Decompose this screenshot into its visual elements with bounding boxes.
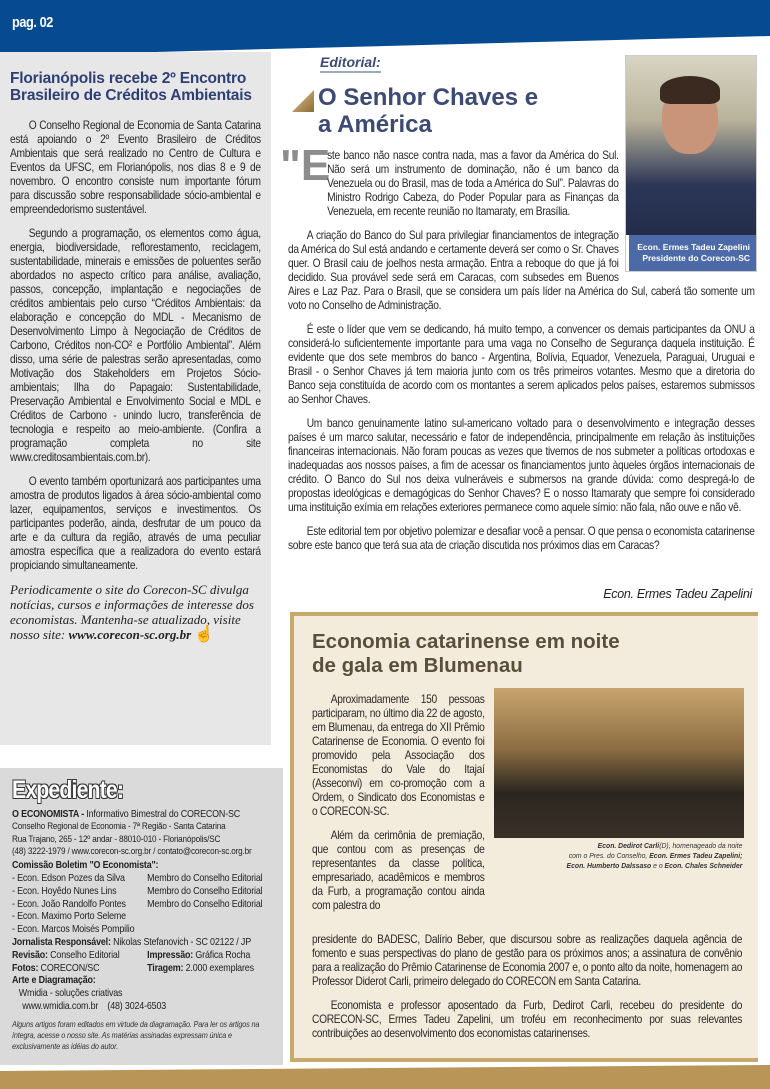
footer-band bbox=[0, 1065, 770, 1089]
page-number: pag. 02 bbox=[12, 14, 53, 31]
drop-cap: "E bbox=[280, 141, 331, 190]
photo-caption: Econ. Ermes Tadeu Zapelini Presidente do Corecon-SC bbox=[626, 235, 756, 271]
member-row: - Econ. João Randolfo Pontes Membro do Conselho Editorial bbox=[12, 897, 263, 910]
photo-caption: Econ. Dedirot Carli(D), homenageado da noite com o Pres. do Conselho, Econ. Ermes Tadeu Zapelini; Econ. Humberto Dalssaso e o Econ. Chales Schneider bbox=[566, 841, 742, 870]
left-article-title: Florianópolis recebe 2º Encontro Brasileiro de Créditos Ambientais bbox=[10, 70, 252, 104]
site-promo: Periodicamente o site do Corecon-SC divulga notícias, cursos e informações de interesse dos economistas. Mantenha-se atualizado, visite nosso site: www.corecon-sc.org.br ☝ bbox=[10, 582, 254, 643]
expediente-box: Expediente: O ECONOMISTA - Informativo Bimestral do CORECON-SC Conselho Regional de Economia - 7ª Região - Santa Catarina Rua Trajano, 265 - 12º andar - 88010-010 - Florianópolis/SC (48) 3222-1979 / www.corecon-sc.org.br / contato@corecon-sc.org.br Comissão Boletim "O Economista": - Econ. Edson Pozes da Silva Membro do Conselho Editorial - Econ. Hoyêdo Nunes Lins Membro do Conselho Editorial - Econ. João Randolfo Pontes Membro do Conselho Editorial - Econ. Maximo Porto Seleme - Econ. Marcos Moisés Pompilio Jornalista Responsável: Nikolas Stefanovich - SC 02122 / JP Revisão: Conselho Editorial Impressão: Gráfica Rocha Fotos: CORECON/SC Tiragem: 2.000 exemplares Arte e Diagramação: Wmidia - soluções criativas www.wmidia.com.br (48) 3024-6503 Alguns artigos foram editados em virtude da diagramação. Para ler os artigos na íntegra, acesse o nosso site. As matérias assinadas expressam única e exclusivamente as idéias do autor. bbox=[0, 768, 283, 1065]
paragraph: Segundo a programação, os elementos como água, energia, biodiversidade, reflorestamento, reciclagem, sustentabilidade, minerais e emissões de poluentes serão abordados no aspecto crítico para análise, avaliação, passos, concepção, implantação e negociações de créditos ambientais pelo curso “Créditos Ambientais: da elaboração e concepção do MDL - Mecanismo de Desenvolvimento Limpo à Negociação de Créditos de Carbono, Créditos non-CO² e Portfólio Ambiental”. Além disso, uma série de palestras serão apresentadas, como Motivação dos Stakeholders em Projetos Sócio-ambientais; Ilha do Papagaio: Sustentabilidade, Preservação Ambiental e Envolvimento Social e MDL e Créditos de Carbono - unindo lucro, transferência de tecnologia e respeito ao meio-ambiente. (Confira a programação completa no site www.creditosambientais.com.br). bbox=[10, 226, 261, 464]
paragraph: O evento também oportunizará aos participantes uma amostra de produtos ligados à área sócio-ambiental como lazer, equipamentos, serviços e investimentos. Os participantes poderão, ainda, desfrutar de um pouco da arte e da cultura da região, através de uma peculiar amostra específica que a realizadora do evento estará propiciando simultaneamente. bbox=[10, 474, 261, 572]
gala-article: Economia catarinense em noite de gala em Blumenau Aproximadamente 150 pessoas participaram, no último dia 22 de agosto, em Blumenau, da entrega do XII Prêmio Catarinense de Economia. O evento foi promovido pela Associação dos Economistas do Vale do Itajaí (Asseconvi) em co-promoção com a Ordem, o Sindicato dos Economistas e o CORECON-SC. Além da cerimônia de premiação, que contou com as presenças de representantes da classe política, empresariado, acadêmicos e membros da Furb, a programação contou ainda com palestra do Econ. Dedirot Carli(D), homenageado da noite com o Pres. do Conselho, Econ. Ermes Tadeu Zapelini; Econ. Humberto Dalssaso e o Econ. Chales Schneider presidente do BADESC, Dalírio Beber, que discursou sobre as realizações daquela agência de fomento e suas perspectivas do plano de gestão para os próximos anos; a assinatura de convênio para a realização do Prêmio Catarinense de Economia 2007 e, o ponto alto da noite, homenagem ao Professor Diderot Carli, primeiro delegado do CORECON em Santa Catarina. Economista e professor aposentado da Furb, Dedirot Carli, recebeu do presidente do CORECON-SC, Ermes Tadeu Zapelini, um troféu em reconhecimento por suas relevantes contribuições ao desenvolvimento dos economistas catarinenses. bbox=[290, 612, 758, 1062]
disclaimer-note: Alguns artigos foram editados em virtude da diagramação. Para ler os artigos na íntegra, acesse o nosso site. As matérias assinadas expressam única e exclusivamente as idéias do autor. bbox=[12, 1018, 260, 1051]
triangle-icon bbox=[292, 90, 314, 112]
expediente-title: Expediente: bbox=[12, 776, 124, 804]
member-row: - Econ. Maximo Porto Seleme bbox=[12, 910, 126, 923]
member-row: - Econ. Marcos Moisés Pompilio bbox=[12, 923, 135, 936]
award-photo bbox=[494, 688, 744, 838]
paragraph: O Conselho Regional de Economia de Santa Catarina está apoiando o 2º Evento Brasileiro de Créditos Ambientais que será realizado no Centro de Cultura e Eventos da UFSC, em Florianópolis, nos dias 8 e 9 de novembro. O encontro consiste num importante fórum para discussão sobre responsabilidade sócio-ambiental e empreendedorismo sustentável. bbox=[10, 118, 261, 216]
editorial-body: ste banco não nasce contra nada, mas a favor da América do Sul. Não será um instrumento de dominação, não é um banco da Venezuela ou do Brasil, mas de toda a América do Sul”. Palavras do Ministro Rodrigo Cabeza, do Poder Popular para as Finanças da Venezuela, em recente reunião no Itamaraty, em Brasília. A criação do Banco do Sul para privilegiar financiamentos de integração da América do Sul está andando e certamente deverá ser como o Sr. Chaves quer. O Brasil caiu de joelhos nesta armação. Entra a reboque do que já foi decidido. Sua provável sede será em Caracas, com subsedes em Buenos Aires e Laz Paz. Para o Brasil, que se considera um país líder na América do Sul, caberá tão somente um voto no Conselho de Administração. É este o líder que vem se dedicando, há muito tempo, a convencer os demais participantes da ONU a considerá-lo suficientemente importante para uma vaga no Conselho de Segurança daquela instituição. É evidente que dos sete membros do banco - Argentina, Bolívia, Equador, Venezuela, Paraguai, Uruguai e Brasil - o Senhor Chaves já tem maioria junto com os três primeiros votantes. Mesmo que a diretoria do Banco seja constituída de acordo com os montantes a serem aplicados pelos países, estaremos submissos ao Senhor Chaves. Um banco genuinamente latino sul-americano voltado para o desenvolvimento e integração desses países é um marco salutar, necessário e fator de independência, principalmente em relação às instituições financeiras internacionais. Não foram poucas as vezes que tivemos de nos submeter a políticas ortodoxas e inadequadas aos nossos países, a fim de acessar os financiamentos junto àqueles órgãos internacionais de crédito. O Banco do Sul nos deixa vulneráveis e submersos na grande dúvida: como despregá-lo de propostas ideológicas e demagógicas do Senhor Chaves? E o nosso Itamaraty que sempre foi considerado uma instituição exímia em relações exteriores permanece como aquele símio: não fala, não ouve e não vê. Este editorial tem por objetivo polemizar e desafiar você a pensar. O que pensa o economista catarinense sobre este banco que terá sua ata de criação discutida nos próximos dias em Caracas? bbox=[288, 148, 755, 552]
gala-title: Economia catarinense em noite de gala em Blumenau bbox=[312, 630, 620, 677]
member-row: - Econ. Hoyêdo Nunes Lins Membro do Conselho Editorial bbox=[12, 884, 263, 897]
editorial-signature: Econ. Ermes Tadeu Zapelini bbox=[603, 587, 752, 601]
site-link[interactable]: www.corecon-sc.org.br bbox=[68, 627, 192, 642]
editorial-title: O Senhor Chaves e a América bbox=[318, 84, 539, 138]
section-label: Editorial: bbox=[320, 54, 381, 73]
member-row: - Econ. Edson Pozes da Silva Membro do Conselho Editorial bbox=[12, 871, 263, 884]
page-header-band bbox=[0, 0, 770, 56]
hand-pointer-icon: ☝ bbox=[194, 626, 215, 643]
left-article bbox=[0, 52, 271, 745]
